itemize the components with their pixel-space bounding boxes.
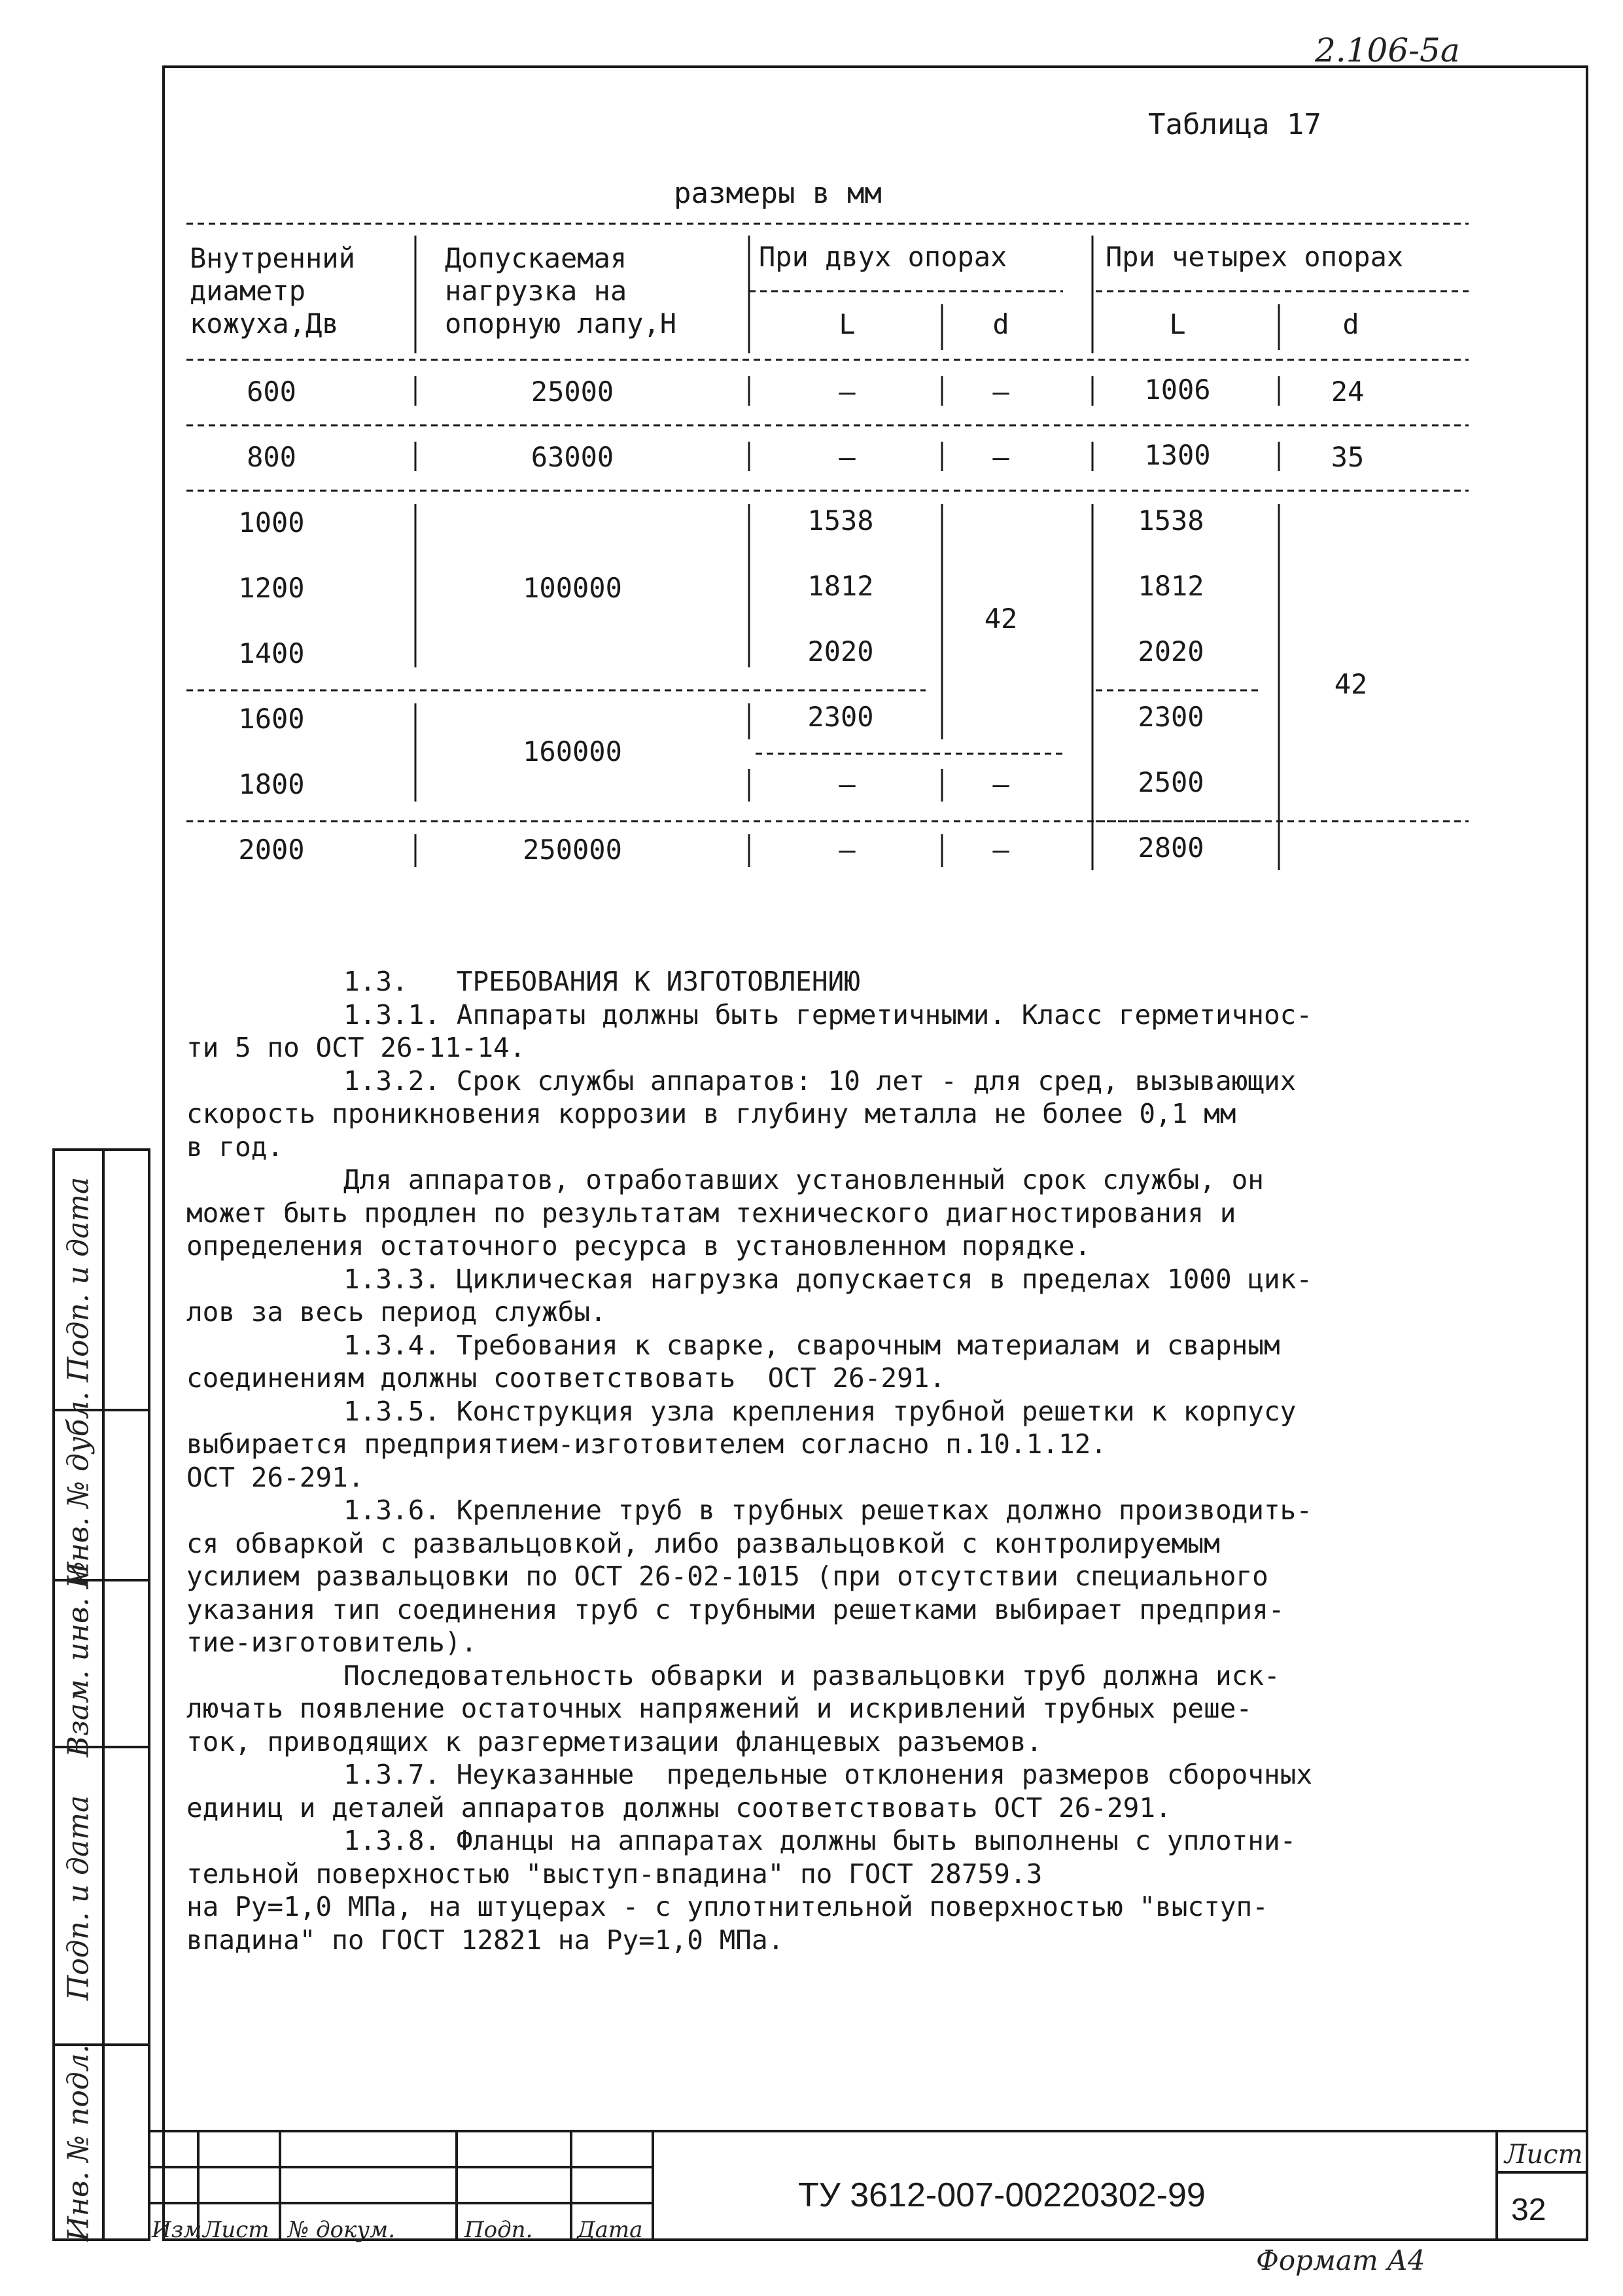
paragraph-sequence: Последовательность обварки и развальцовки труб должна иск- лючать появление остаточных напряжений и искривлений трубных реше- ток, приводящих к разгерметизации фланцевых разъемов. (186, 1659, 1280, 1757)
format-label: Формат А4 (1256, 2244, 1425, 2276)
paragraph-1-3-8: 1.3.8. Фланцы на аппаратах должны быть выполнены с уплотни- тельной поверхностью "выступ-впадина" по ГОСТ 28759.3 на Ру=1,0 МПа, на штуцерах - с уплотнительной поверхностью "выступ- впадина" по ГОСТ 12821 на Ру=1,0 МПа. (186, 1825, 1297, 1956)
table-cell-l2: – (839, 376, 856, 408)
sheet-label: Лист (1505, 2140, 1583, 2170)
table-cell-d2-group: 42 (984, 603, 1018, 635)
table-lines (186, 216, 1469, 877)
table-cell-load-group: 160000 (523, 735, 622, 768)
stamp-col-date: Дата (577, 2217, 643, 2243)
table-cell-l2: – (839, 768, 856, 800)
table-cell-l2: 1812 (807, 570, 874, 602)
table-cell-load: 250000 (523, 834, 622, 866)
side-label-replace-inv: Взам. инв. № (61, 1561, 96, 1757)
paragraph-service-life: Для аппаратов, отработавших установленный срок службы, он может быть продлен по результатам технического диагностирования и определения остаточного ресурса в установленном порядке. (186, 1164, 1264, 1262)
handwritten-doc-code: 2.106-5а (1315, 31, 1460, 69)
subheader-four-L: L (1169, 308, 1186, 340)
table-cell-d2: – (992, 834, 1009, 866)
side-strip (52, 1148, 150, 2241)
table-cell-dv: 1200 (238, 572, 305, 604)
table-cell-l2: 1538 (807, 504, 874, 537)
table-cell-d4-group: 42 (1334, 668, 1368, 700)
dimensions-table (186, 216, 1469, 877)
table-cell-l4: 1812 (1138, 570, 1204, 602)
table-cell-load-group: 100000 (523, 572, 622, 604)
side-label-orig-inv: Инв. № подл. (61, 2044, 96, 2242)
table-cell-dv: 800 (247, 441, 296, 473)
header-inner-diameter: Внутренний диаметр кожуха,Дв (190, 242, 355, 340)
table-cell-dv: 2000 (238, 834, 305, 866)
table-cell-l4: 2800 (1138, 832, 1204, 864)
table-cell-dv: 1800 (238, 768, 305, 800)
section-heading: 1.3. ТРЕБОВАНИЯ К ИЗГОТОВЛЕНИЮ (343, 966, 860, 997)
side-label-sign-date-1: Подп. и дата (61, 1176, 96, 1383)
table-cell-l4: 1300 (1144, 439, 1211, 471)
paragraph-1-3-3: 1.3.3. Циклическая нагрузка допускается в пределах 1000 цик- лов за весь период службы. (186, 1263, 1313, 1328)
requirements-text (186, 965, 1531, 1956)
table-cell-l4: 2500 (1138, 766, 1204, 798)
table-cell-d4: 24 (1331, 376, 1365, 408)
table-caption: Таблица 17 (1148, 108, 1321, 141)
document-code: ТУ 3612-007-00220302-99 (798, 2176, 1206, 2214)
table-cell-l2: – (839, 441, 856, 473)
table-cell-dv: 1600 (238, 703, 305, 735)
stamp-col-docnum: № докум. (288, 2217, 396, 2243)
paragraph-1-3-1: 1.3.1. Аппараты должны быть герметичными. Класс герметичнос- ти 5 по ОСТ 26-11-14. (186, 998, 1313, 1063)
stamp-col-sign: Подп. (464, 2217, 533, 2243)
header-two-supports: При двух опорах (759, 241, 1007, 273)
header-allowed-load: Допускаемая нагрузка на опорную лапу,Н (445, 242, 677, 340)
paragraph-1-3-5: 1.3.5. Конструкция узла крепления трубной решетки к корпусу выбирается предприятием-изготовителем согласно п.10.1.12. ОСТ 26-291. (186, 1395, 1297, 1493)
table-cell-l4: 2020 (1138, 635, 1204, 667)
stamp-col-change: Изм (152, 2217, 202, 2243)
table-cell-l2: – (839, 834, 856, 866)
side-label-sign-date-2: Подп. и дата (61, 1795, 96, 2001)
table-cell-l2: 2300 (807, 701, 874, 733)
table-cell-d2: – (992, 768, 1009, 800)
table-cell-l2: 2020 (807, 635, 874, 667)
sheet-number: 32 (1511, 2193, 1546, 2227)
table-cell-d2: – (992, 376, 1009, 408)
subheader-two-L: L (839, 308, 856, 340)
paragraph-1-3-7: 1.3.7. Неуказанные предельные отклонения размеров сборочных единиц и деталей аппаратов должны соответствовать ОСТ 26-291. (186, 1759, 1313, 1824)
table-cell-dv: 600 (247, 376, 296, 408)
table-cell-dv: 1400 (238, 637, 305, 669)
table-cell-d4: 35 (1331, 441, 1365, 473)
table-cell-load: 25000 (531, 376, 614, 408)
stamp-col-sheet: Лист (203, 2217, 270, 2243)
table-cell-dv: 1000 (238, 506, 305, 539)
table-cell-l4: 2300 (1138, 701, 1204, 733)
paragraph-1-3-4: 1.3.4. Требования к сварке, сварочным материалам и сварным соединениям должны соответствовать ОСТ 26-291. (186, 1329, 1280, 1394)
table-cell-l4: 1006 (1144, 374, 1211, 406)
units-note: размеры в мм (674, 177, 882, 210)
paragraph-1-3-2: 1.3.2. Срок службы аппаратов: 10 лет - для сред, вызывающих скорость проникновения коррозии в глубину металла не более 0,1 мм в год. (186, 1065, 1297, 1163)
subheader-four-d: d (1342, 308, 1359, 340)
table-cell-l4: 1538 (1138, 504, 1204, 537)
subheader-two-d: d (992, 308, 1009, 340)
paragraph-1-3-6: 1.3.6. Крепление труб в трубных решетках должно производить- ся обваркой с развальцовкой, либо развальцовкой с контролируемым усилием развальцовки по ОСТ 26-02-1015 (при отсутствии специального указания тип соединения труб с трубными решетками выбирает предприя- тие-изготовитель). (186, 1494, 1313, 1658)
table-cell-d2: – (992, 441, 1009, 473)
table-cell-load: 63000 (531, 441, 614, 473)
header-four-supports: При четырех опорах (1106, 241, 1404, 273)
side-label-dup-inv: Инв. № дубл. (61, 1391, 96, 1587)
